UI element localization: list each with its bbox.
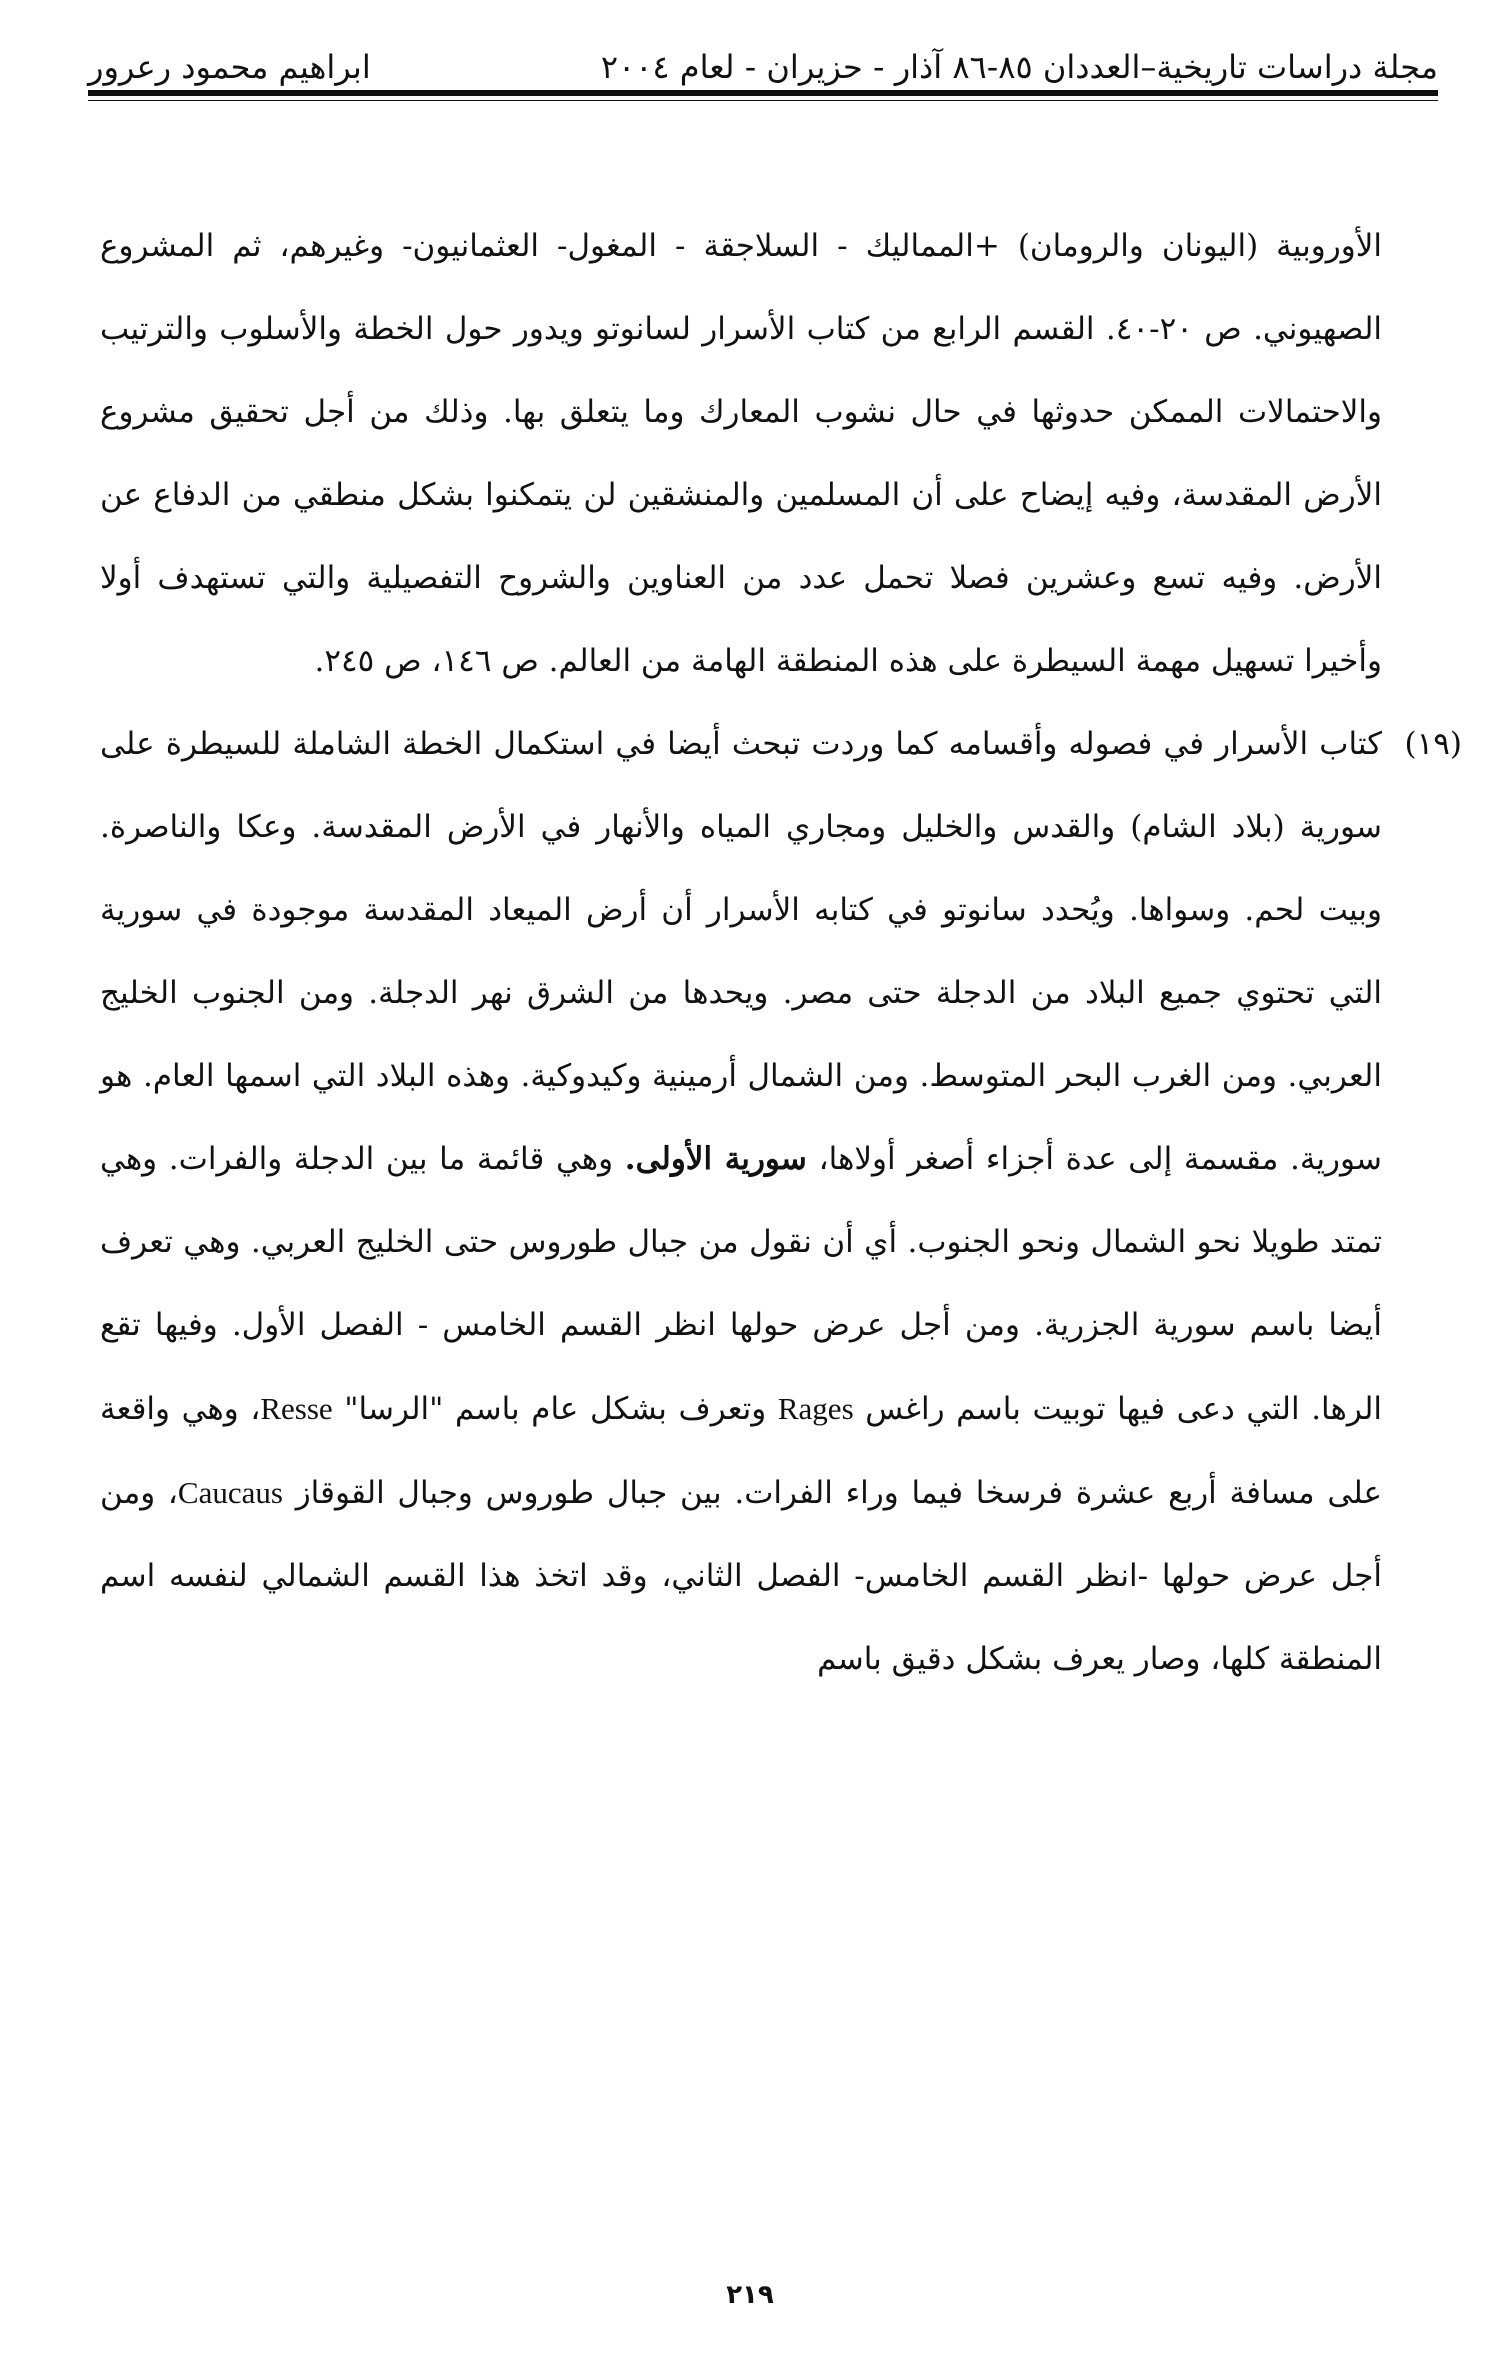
header-rule	[88, 90, 1438, 96]
header-rule-thin	[88, 100, 1438, 101]
running-header	[88, 30, 1438, 86]
latin-term-resse: Resse	[260, 1391, 333, 1426]
note-19	[100, 703, 1462, 1701]
page-number: ٢١٩	[726, 2280, 774, 2310]
continuation-paragraph: الأوروبية (اليونان والرومان) +المماليك - السلاجقة - المغول- العثمانيون- وغيرهم، ثم المشروع الصهيوني. ص ٢٠-٤٠. القسم الرابع من كتاب الأسرار لسانوتو ويدور حول الخطة والأسلوب والترتيب والاحتمالات الممكن حدوثها في حال نشوب المعارك وما يتعلق بها. وذلك من أجل تحقيق مشروع الأرض المقدسة، وفيه إيضاح على أن المسلمين والمنشقين لن يتمكنوا بشكل منطقي من الدفاع عن الأرض. وفيه تسع وعشرين فصلا تحمل عدد من العناوين والشروح التفصيلية والتي تستهدف أولا وأخيرا تسهيل مهمة السيطرة على هذه المنطقة الهامة من العالم. ص ١٤٦، ص ٢٤٥.	[100, 228, 1383, 679]
note-number: (١٩)	[1404, 726, 1462, 762]
author-name: ابراهيم محمود رعرور	[88, 47, 371, 86]
journal-title: مجلة دراسات تاريخية–العددان ٨٥-٨٦ آذار - حزيران - لعام ٢٠٠٤	[600, 47, 1438, 86]
bold-term: سورية الأولى.	[624, 1141, 807, 1177]
latin-term-rages: Rages	[777, 1391, 854, 1426]
note-text-part5: ، ومن أجل عرض حولها -انظر القسم الخامس- الفصل الثاني، وقد اتخذ هذا القسم الشمالي لنفسه اسم المنطقة كلها، وصار يعرف بشكل دقيق باسم	[100, 1475, 1382, 1677]
note-text-part3: وتعرف بشكل عام باسم "الرسا"	[344, 1391, 767, 1427]
note-text-part4: ، وهي واقعة على مسافة أربع عشرة فرسخا فيما وراء الفرات. بين جبال طوروس وجبال القوقاز	[100, 1391, 1382, 1511]
body-text	[100, 205, 1462, 1701]
note-text-part1: كتاب الأسرار في فصوله وأقسامه كما وردت تبحث أيضا في استكمال الخطة الشاملة للسيطرة على سورية (بلاد الشام) والقدس والخليل ومجاري المياه والأنهار في الأرض المقدسة. وعكا والناصرة. وبيت لحم. وسواها. ويُحدد سانوتو في كتابه الأسرار أن أرض الميعاد المقدسة موجودة في سورية التي تحتوي جميع البلاد من الدجلة حتى مصر. ويحدها من الشرق نهر الدجلة. ومن الجنوب الخليج العربي. ومن الغرب البحر المتوسط. ومن الشمال أرمينية وكيدوكية. وهذه البلاد التي اسمها العام. هو سورية. مقسمة إلى عدة أجزاء أصغر أولاها،	[100, 726, 1383, 1177]
latin-term-caucaus: Caucaus	[177, 1475, 283, 1510]
note-text-part2: وهي قائمة ما بين الدجلة والفرات. وهي تمتد طويلا نحو الشمال ونحو الجنوب. أي أن نقول من جبال طوروس حتى الخليج العربي. وهي تعرف أيضا باسم سورية الجزرية. ومن أجل عرض حولها انظر القسم الخامس - الفصل الأول. وفيها تقع الرها. التي دعى فيها توبيت باسم راغس	[100, 1141, 1383, 1427]
